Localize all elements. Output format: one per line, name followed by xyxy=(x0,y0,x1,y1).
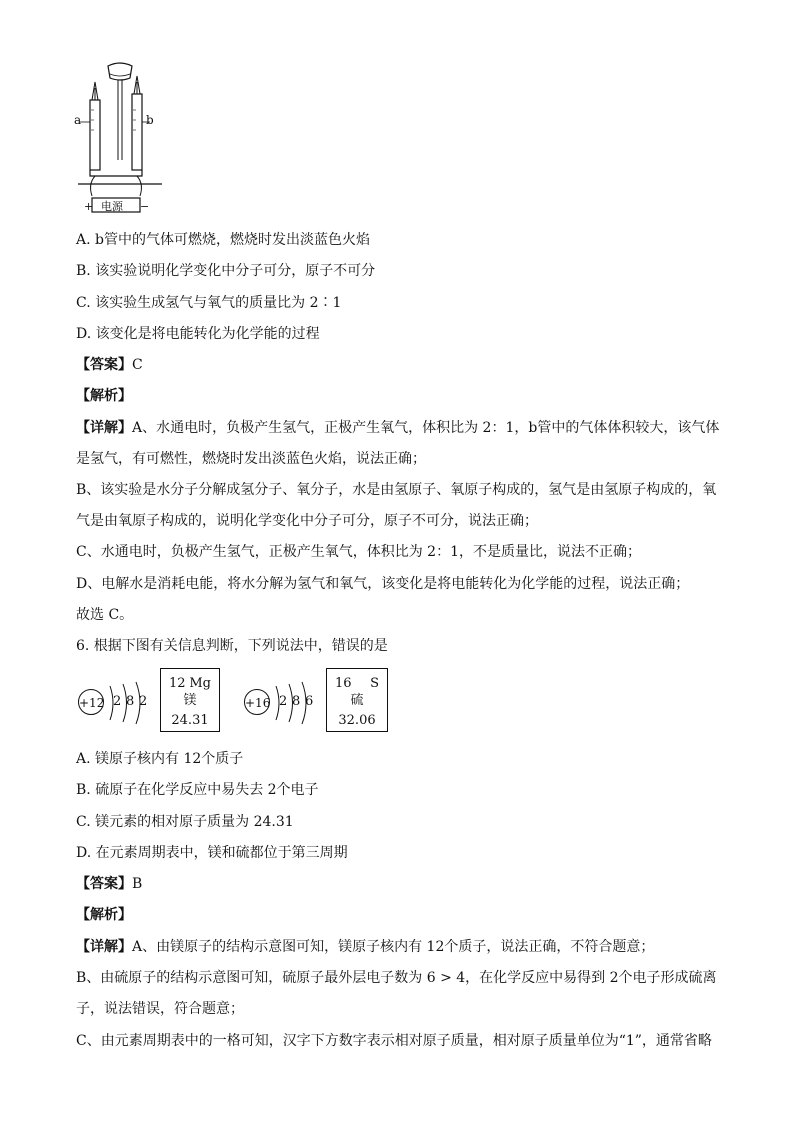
tube-b-label: b xyxy=(146,113,154,127)
q6-answer-value: B xyxy=(132,876,143,892)
q5-detail-line xyxy=(76,418,719,438)
q5-detail-line: C、水通电时，负极产生氢气，正极产生氧气，体积比为 2：1，不是质量比，说法不正确； xyxy=(76,544,641,560)
q6-option-d: D. 在元素周期表中，镁和硫都位于第三周期 xyxy=(76,845,348,861)
s-atomic-mass: 32.06 xyxy=(338,713,376,728)
q6-option-b: B. 硫原子在化学反应中易失去 2个电子 xyxy=(76,782,319,798)
q5-detail-label: 【详解】 xyxy=(76,420,132,436)
s-atomic-number: 16 xyxy=(335,676,352,691)
electrolysis-apparatus-diagram xyxy=(70,60,170,218)
q5-answer-label: 【答案】 xyxy=(76,357,132,373)
negative-terminal-sign: − xyxy=(140,200,150,213)
positive-terminal-sign: + xyxy=(84,200,94,213)
s-shell-1: 2 xyxy=(279,694,288,709)
mg-shell-2: 8 xyxy=(126,694,135,709)
q6-option-c: C. 镁元素的相对原子质量为 24.31 xyxy=(76,814,294,830)
q6-answer-label: 【答案】 xyxy=(76,876,132,892)
mg-shell-3: 2 xyxy=(139,694,148,709)
q6-detail-line: 子，说法错误，符合题意； xyxy=(76,1001,244,1017)
q6-answer xyxy=(76,874,142,894)
s-shell-3: 6 xyxy=(305,694,314,709)
q5-conclusion: 故选 C。 xyxy=(76,607,134,623)
mg-nucleus: +12 xyxy=(78,689,104,715)
q5-option-c: C. 该实验生成氢气与氧气的质量比为 2∶1 xyxy=(76,295,342,311)
q6-detail-text: A、由镁原子的结构示意图可知，镁原子核内有 12个质子，说法正确，不符合题意； xyxy=(132,939,655,955)
mg-name: 镁 xyxy=(183,693,197,708)
s-nucleus: +16 xyxy=(244,689,270,715)
q6-detail-line xyxy=(76,937,654,957)
power-source-label: 电源 xyxy=(101,200,123,213)
q5-analysis-label: 【解析】 xyxy=(76,388,132,404)
q5-option-b: B. 该实验说明化学变化中分子可分，原子不可分 xyxy=(76,263,376,279)
q6-detail-line: C、由元素周期表中的一格可知，汉字下方数字表示相对原子质量，相对原子质量单位为“1”，通常省略 xyxy=(76,1033,712,1049)
s-name: 硫 xyxy=(350,693,364,708)
mg-atomic-mass: 24.31 xyxy=(171,713,209,728)
mg-element-cell xyxy=(160,668,220,732)
q5-detail-line: 是氢气，有可燃性，燃烧时发出淡蓝色火焰，说法正确； xyxy=(76,451,426,467)
q5-option-a: A. b管中的气体可燃烧，燃烧时发出淡蓝色火焰 xyxy=(76,232,370,248)
q5-detail-line: B、该实验是水分子分解成氢分子、氧分子，水是由氢原子、氧原子构成的，氢气是由氢原子构成的，氧 xyxy=(76,482,717,498)
q5-detail-line: D、电解水是消耗电能，将水分解为氢气和氧气，该变化是将电能转化为化学能的过程，说法正确； xyxy=(76,576,690,592)
q5-answer-value: C xyxy=(132,357,143,373)
q6-stem: 6. 根据下图有关信息判断，下列说法中，错误的是 xyxy=(76,638,388,654)
mg-atomic-number: 12 xyxy=(169,676,186,691)
q5-answer xyxy=(76,355,143,375)
q5-detail-text: A、水通电时，负极产生氢气，正极产生氧气，体积比为 2：1，b管中的气体体积较大，该气体 xyxy=(132,420,720,436)
q6-detail-label: 【详解】 xyxy=(76,939,132,955)
q5-detail-line: 气是由氧原子构成的，说明化学变化中分子可分，原子不可分，说法正确； xyxy=(76,513,538,529)
s-shell-2: 8 xyxy=(292,694,301,709)
q5-option-d: D. 该变化是将电能转化为化学能的过程 xyxy=(76,326,320,342)
mg-shell-1: 2 xyxy=(113,694,122,709)
q6-detail-line: B、由硫原子的结构示意图可知，硫原子最外层电子数为 6 > 4，在化学反应中易得到 2个电子形成硫离 xyxy=(76,970,717,986)
s-element-cell xyxy=(326,668,388,732)
q6-option-a: A. 镁原子核内有 12个质子 xyxy=(76,751,244,767)
mg-symbol: Mg xyxy=(189,676,211,691)
q6-analysis-label: 【解析】 xyxy=(76,907,132,923)
s-symbol: S xyxy=(370,676,379,691)
tube-a-label: a xyxy=(74,113,82,127)
